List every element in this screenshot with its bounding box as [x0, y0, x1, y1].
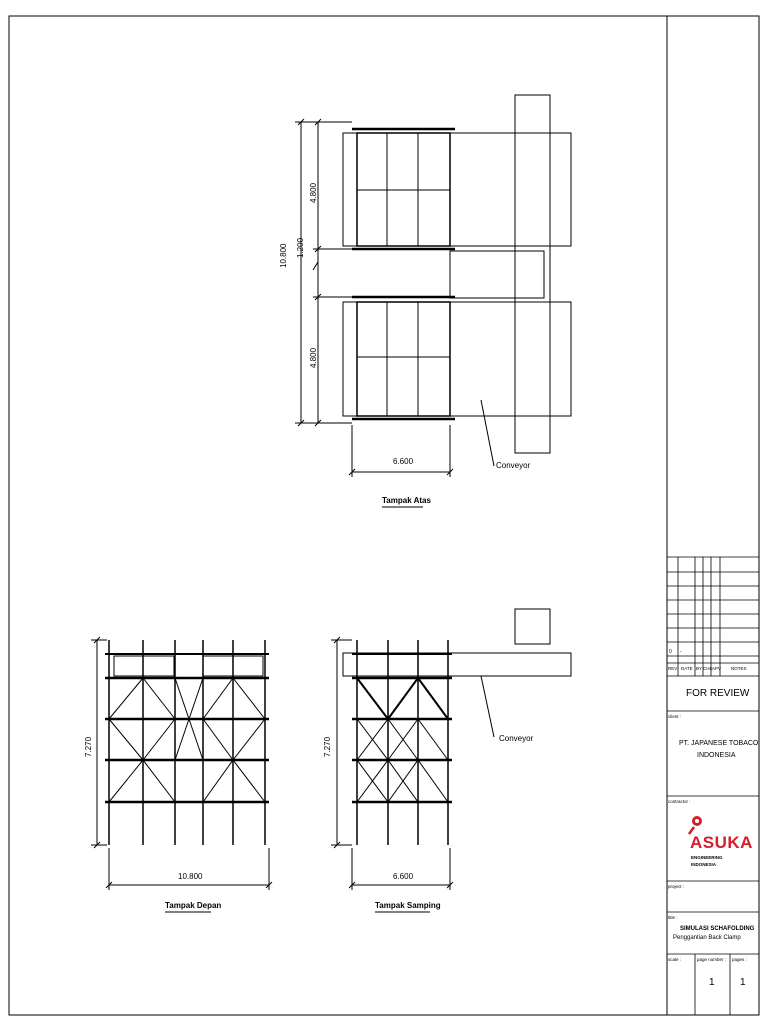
- side-dim-height-text: 7.270: [323, 736, 332, 757]
- side-dim-width: [393, 872, 413, 881]
- front-dim-height: [84, 737, 93, 757]
- scale-label: scale :: [668, 957, 682, 962]
- client-name-line2: INDONESIA: [697, 752, 736, 759]
- side-view-title-text: Tampak Samping: [375, 901, 441, 910]
- rev-header-chk: CHK: [703, 666, 713, 671]
- front-view: [91, 637, 272, 912]
- side-dim-height: [323, 737, 332, 757]
- side-dim-width-text: 6.600: [393, 872, 414, 881]
- rev-header-notes: NOTES: [731, 666, 747, 671]
- rev-header-date: DATE: [681, 666, 693, 671]
- top-conveyor-text: Conveyor: [496, 461, 531, 470]
- front-view-title: [165, 901, 221, 910]
- top-dim-lower-text: 4.800: [309, 347, 318, 368]
- front-view-title-text: Tampak Depan: [165, 901, 222, 910]
- rev-header-apv: APV: [712, 666, 722, 671]
- front-dim-height-text: 7.270: [84, 736, 93, 757]
- rev-row-notes: -: [680, 649, 682, 655]
- top-dim-total: [279, 244, 288, 268]
- project-label: project :: [668, 884, 685, 889]
- top-dim-lower: [309, 348, 318, 368]
- status-for-review: FOR REVIEW: [686, 688, 750, 699]
- top-dim-upper: [309, 183, 318, 203]
- top-dim-total-text: 10.800: [279, 243, 288, 268]
- top-conveyor-label: [496, 461, 530, 470]
- client-name-line1: PT. JAPANESE TOBACO: [679, 740, 759, 747]
- client-label: client :: [668, 714, 682, 719]
- top-dim-gap-text: 1.200: [296, 237, 305, 258]
- top-dim-width-text: 6.600: [393, 457, 414, 466]
- top-dim-width: [393, 457, 413, 466]
- contractor-label: contractor :: [668, 799, 691, 804]
- side-view-title: [375, 901, 441, 910]
- top-view: [295, 95, 571, 507]
- side-conveyor-label: [499, 734, 533, 743]
- pages-label: pages :: [732, 957, 747, 962]
- top-dim-upper-text: 4.800: [309, 182, 318, 203]
- page-number-label: page number :: [697, 957, 727, 962]
- rev-header-rev: REV: [668, 666, 678, 671]
- side-view: [331, 609, 571, 912]
- front-dim-width: [178, 872, 202, 881]
- page-number-value: 1: [709, 977, 715, 988]
- drawing-title-line2: Penggantian Back Clamp: [673, 935, 741, 941]
- side-conveyor-text: Conveyor: [499, 734, 534, 743]
- rev-header-by: BY: [696, 666, 703, 671]
- top-view-title: [382, 496, 431, 505]
- title-block: [667, 557, 759, 1015]
- rev-row-rev: 0: [669, 649, 672, 655]
- contractor-logo-word: ASUKA: [690, 833, 753, 852]
- front-dim-width-text: 10.800: [178, 872, 203, 881]
- contractor-logo-line1: ENGINEERING: [691, 855, 723, 860]
- sheet-border: [9, 16, 759, 1015]
- top-view-title-text: Tampak Atas: [382, 496, 431, 505]
- contractor-logo-line2: INDONESIA: [691, 862, 717, 867]
- top-dim-gap: [296, 238, 305, 258]
- pages-value: 1: [740, 977, 746, 988]
- title-label: title :: [668, 915, 678, 920]
- drawing-title-line1: SIMULASI SCHAFOLDING: [680, 926, 755, 932]
